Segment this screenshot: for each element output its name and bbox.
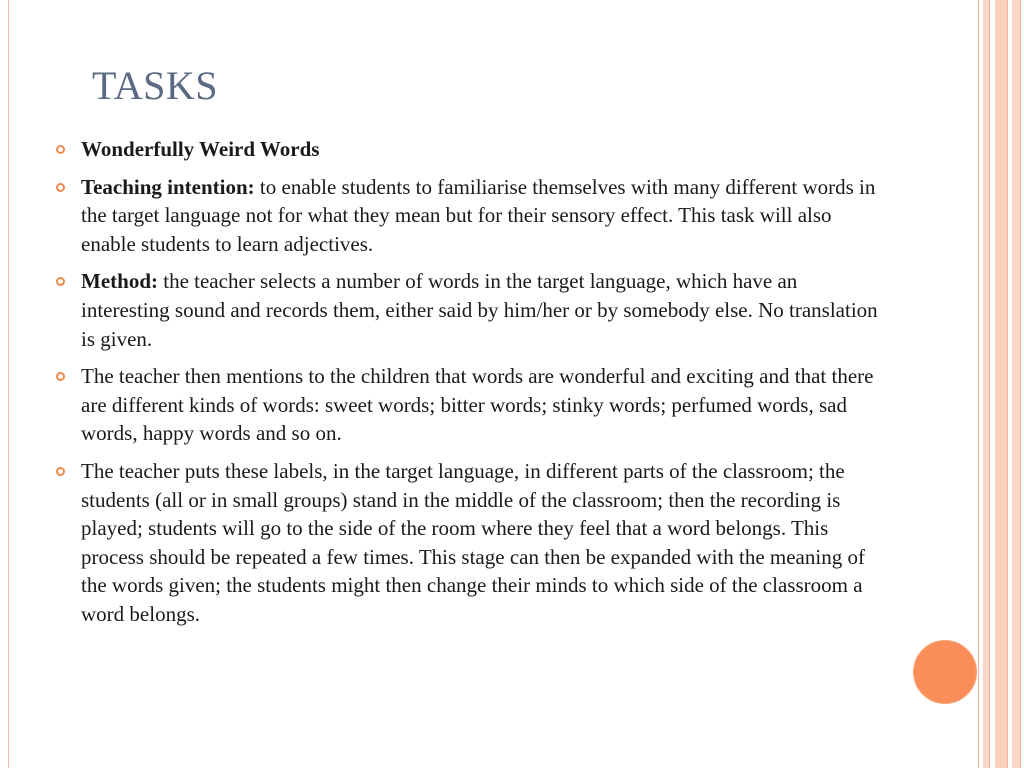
bullet-circle-icon [56,145,65,154]
left-border-line [8,0,9,768]
bullet-circle-icon [56,372,65,381]
bullet-lead: Teaching intention: [81,174,255,199]
bullet-circle-icon [56,467,65,476]
bullet-text: the teacher selects a number of words in the target language, which have an interesting sound and records them, either said by him/her or by somebody else. No translation is given. [81,269,878,351]
decorative-circle [913,640,977,704]
right-decorative-stripes [978,0,1024,768]
bullet-item-labels-activity [56,457,886,629]
bullet-item-method [56,267,886,353]
bullet-item-heading [56,135,886,164]
bullet-item-teaching-intention [56,173,886,259]
slide-title: TASKS [92,63,218,108]
bullet-lead: Method: [81,269,158,294]
bullet-text: to enable students to familiarise themselves with many different words in the target language not for what they mean but for their sensory effect. This task will also enable students to learn adjectives. [81,174,876,256]
bullet-item-word-kinds [56,362,886,448]
bullet-list [56,135,886,638]
bullet-text: The teacher then mentions to the children that words are wonderful and exciting and that there are different kinds of words: sweet words; bitter words; stinky words; perfumed words, sad words, happy words and so on. [81,364,874,446]
bullet-circle-icon [56,277,65,286]
bullet-circle-icon [56,183,65,192]
bullet-lead: Wonderfully Weird Words [81,137,320,161]
bullet-text: The teacher puts these labels, in the target language, in different parts of the classroom; the students (all or in small groups) stand in the middle of the classroom; then the recording is played; students will go to the side of the room where they feel that a word belongs. This process should be repeated a few times. This stage can then be expanded with the meaning of the words given; the students might then change their minds to which side of the classroom a word belongs. [81,458,865,626]
